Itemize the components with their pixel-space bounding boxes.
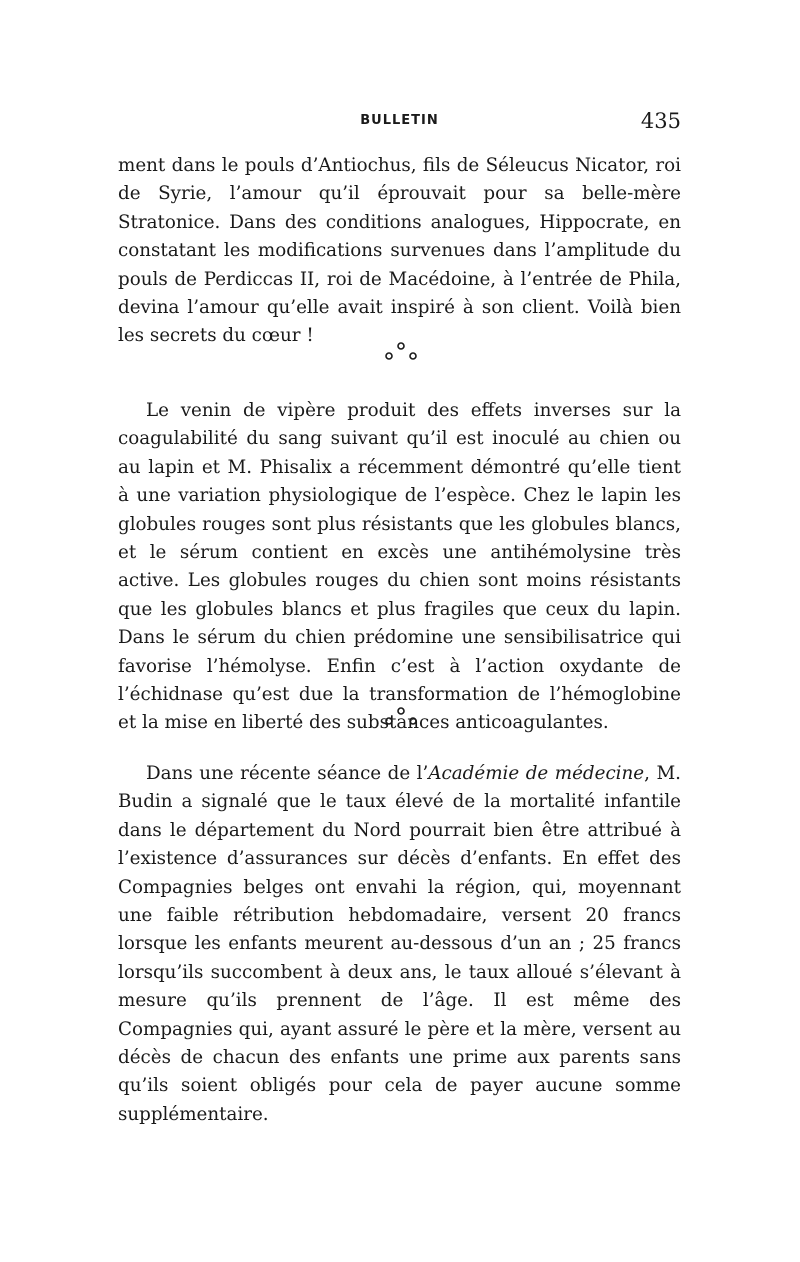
paragraph-text-end: , M. Budin a signalé que le taux élevé de la mortalité infantile dans le département du Nord pourrait bien être attribué à l’existence d’assurances sur décès d’enfants. En effet des Compagnies belges ont envahi la région, qui, moyennant une faible rétribution hebdomadaire, versent 20 francs lorsque les enfants meurent au-dessous d’un an ; 25 francs lorsqu’ils succombent à deux ans, le taux alloué s’élevant à mesure qu’ils prennent de l’âge. Il est même des Compagnies qui, ayant assuré le père et la mère, versent au décès de chacun des enfants une prime aux parents sans qu’ils soient obligés pour cela de payer aucune somme supplémentaire. (118, 763, 681, 1125)
paragraph-continuation (118, 152, 681, 351)
paragraph-academie (118, 760, 681, 1129)
paragraph-text: Le venin de vipère produit des effets inverses sur la coagulabilité du sang suivant qu’il est inoculé au chien ou au lapin et M. Phisalix a récemment démontré qu’elle tient à une variation physiologique de l’espèce. Chez le lapin les globules rouges sont plus résistants que les globules blancs, et le sérum contient en excès une antihémolysine très active. Les globules rouges du chien sont moins résistants que les globules blancs et plus fragiles que ceux du lapin. Dans le sérum du chien prédomine une sensibilisatrice qui favorise l’hémolyse. Enfin c’est à l’action oxydante de l’échidnase qu’est due la transformation de l’hémoglobine et la mise en liberté des substances anticoagulantes. (118, 400, 681, 734)
running-title: BULLETIN (360, 113, 439, 128)
paragraph-text: ment dans le pouls d’Antiochus, fils de Séleucus Nicator, roi de Syrie, l’amour qu’il éprouvait pour sa belle-mère Stratonice. Dans des conditions analogues, Hippocrate, en constatant les modifications survenues dans l’amplitude du pouls de Perdiccas II, roi de Macédoine, à l’entrée de Phila, devina l’amour qu’elle avait inspiré à son client. Voilà bien les secrets du cœur ! (118, 155, 681, 347)
asterism-icon (376, 340, 426, 366)
paragraph-venin (118, 397, 681, 738)
page-number: 435 (640, 109, 681, 133)
paragraph-text (118, 760, 681, 1129)
running-head (118, 109, 681, 141)
paragraph-text-start: Dans une récente séance de l’ (146, 763, 429, 784)
asterism-icon (376, 705, 426, 731)
academie-title: Académie de médecine (428, 763, 645, 784)
